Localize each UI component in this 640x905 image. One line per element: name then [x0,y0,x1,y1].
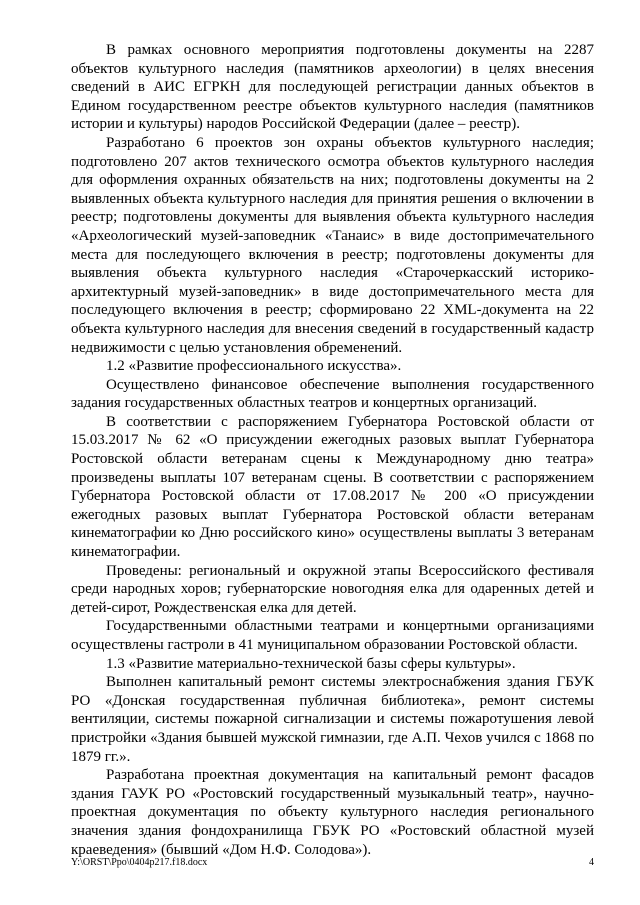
page-footer [71,857,594,868]
section-heading-1-2: 1.2 «Развитие профессионального искусства». [106,358,402,375]
paragraph-governor-payments: В соответствии с распоряжением Губернатора Ростовской области от 15.03.2017 № 62 «О присуждении ежегодных разовых выплат Губернатора Ростовской области ветеранам сцены к Международному дню театра» произведены выплаты 107 ветеранам сцены. В соответствии с распоряжением Губернатора Ростовской области от 17.08.2017 № 200 «О присуждении ежегодных разовых выплат Губернатора Ростовской области ветеранам кинематографии ко Дню российского кино» осуществлены выплаты 3 ветеранам кинематографии. [71,413,594,561]
paragraph-festivals: Проведены: региональный и окружной этапы Всероссийского фестиваля среди народных хоров; губернаторские новогодняя елка для одаренных детей и детей-сирот, Рождественская елка для детей. [71,562,594,616]
paragraph-ais-egrkn: В рамках основного мероприятия подготовлены документы на 2287 объектов культурного наследия (памятников археологии) в целях внесения сведений в АИС ЕГРКН для последующей регистрации данных объектов в Едином государственном реестре объектов культурного наследия (памятников истории и культуры) народов Российской Федерации (далее – реестр). [71,42,594,133]
paragraph-protection-zones: Разработано 6 проектов зон охраны объектов культурного наследия; подготовлено 207 актов технического осмотра объектов культурного наследия для оформления охранных обязательств на них; подготовлены документы на 2 выявленных объекта культурного наследия для принятия решения о включении в реестр; подготовлены документы для выявления объекта культурного наследия «Археологический музей-заповедник «Танаис» в виде достопримечательного места для последующего включения в реестр; подготовлены документы для выявления объекта культурного наследия «Старочеркасский историко-архитектурный музей-заповедник» в виде достопримечательного места для последующего включения в реестр; сформировано 22 XML-документа на 22 объекта культурного наследия для внесения сведений в государственный кадастр недвижимости с целью установления обременений. [71,134,594,356]
paragraph-tours: Государственными областными театрами и концертными организациями осуществлены гастроли в 41 муниципальном образовании Ростовской области. [71,618,594,653]
paragraph-project-documentation: Разработана проектная документация на капитальный ремонт фасадов здания ГАУК РО «Ростовский государственный музыкальный театр», научно-проектная документация по объекту культурного наследия регионального значения здания фондохранилища ГБУК РО «Ростовский областной музей краеведения» (бывший «Дом Н.Ф. Солодова»). [71,767,594,858]
footer-page-number: 4 [589,857,594,868]
paragraph-state-assignment: Осуществлено финансовое обеспечение выполнения государственного задания государственных областных театров и концертных организаций. [71,376,594,412]
footer-file-path: Y:\ORST\Ppo\0404p217.f18.docx [71,857,208,868]
section-heading-1-3: 1.3 «Развитие материально-технической базы сферы культуры». [106,655,516,672]
document-body [71,41,594,859]
paragraph-library-repair: Выполнен капитальный ремонт системы электроснабжения здания ГБУК РО «Донская государственная публичная библиотека», ремонт системы вентиляции, системы пожарной сигнализации и системы пожаротушения левой пристройки «Здания бывшей мужской гимназии, где А.П. Чехов учился с 1868 по 1879 гг.». [71,674,594,765]
